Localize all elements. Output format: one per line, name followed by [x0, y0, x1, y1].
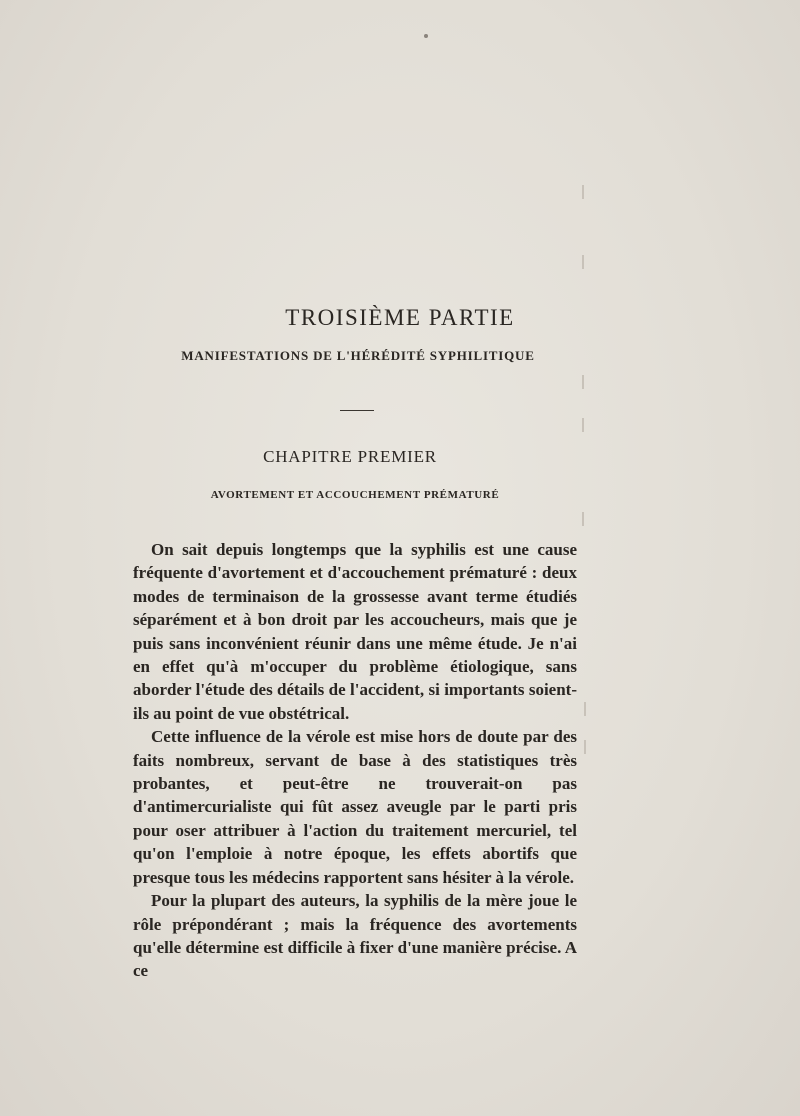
paragraph: Pour la plupart des auteurs, la syphilis de la mère joue le rôle prépondérant ; mais la fréquence des avortements qu'elle détermine est difficile à fixer d'une manière précise. A ce — [133, 891, 577, 981]
body-text — [133, 538, 577, 983]
part-subtitle: MANIFESTATIONS DE L'HÉRÉDITÉ SYPHILITIQUE — [181, 348, 535, 363]
margin-mark — [584, 740, 586, 754]
show-through — [138, 150, 588, 174]
margin-mark — [582, 512, 584, 526]
chapter-title: CHAPITRE PREMIER — [263, 447, 437, 466]
margin-mark — [582, 185, 584, 199]
paragraph: On sait depuis longtemps que la syphilis est une cause fréquente d'avortement et d'accouchement prématuré : deux modes de terminaison de la grossesse avant terme étudiés séparément et à bon droit par les accoucheurs, mais que je puis sans inconvénient réunir dans une même étude. Je n'ai en effet qu'à m'occuper du problème étiologique, sans aborder l'étude des détails de l'accident, si importants soient-ils au point de vue obstétrical. — [133, 540, 577, 723]
margin-mark — [582, 418, 584, 432]
part-title: TROISIÈME PARTIE — [285, 305, 515, 330]
paragraph: Cette influence de la vérole est mise hors de doute par des faits nombreux, servant de base à des statistiques très probantes, et peut-être ne trouverait-on pas d'antimercurialiste qui fût assez aveugle par le parti pris pour oser attribuer à l'action du traitement mercuriel, tel qu'on l'emploie à notre époque, les effets abortifs que presque tous les médecins rapportent sans hésiter à la vérole. — [133, 727, 577, 887]
margin-mark — [582, 255, 584, 269]
margin-mark — [582, 375, 584, 389]
margin-mark — [584, 702, 586, 716]
ink-dot — [424, 34, 428, 38]
chapter-subtitle: AVORTEMENT ET ACCOUCHEMENT PRÉMATURÉ — [210, 489, 500, 501]
section-divider — [340, 410, 374, 411]
